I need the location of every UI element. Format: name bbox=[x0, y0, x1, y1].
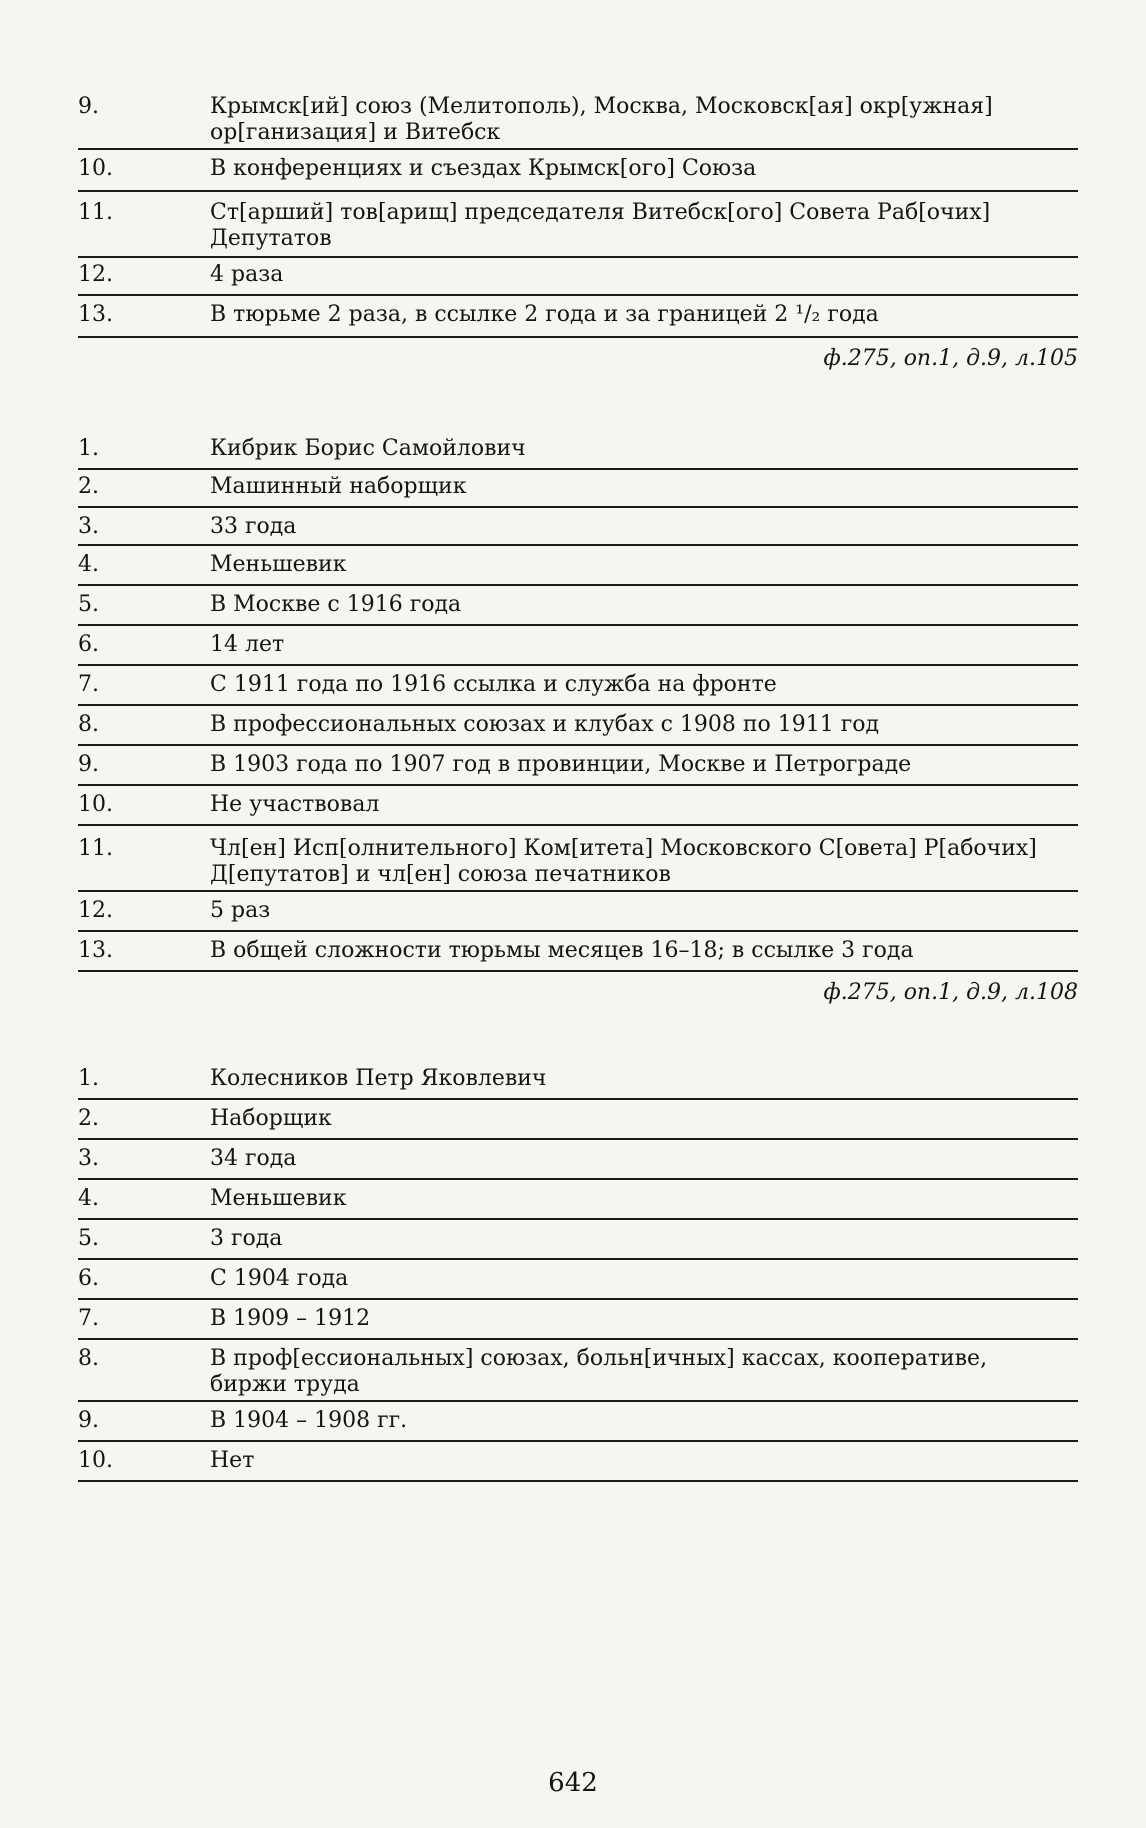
row-text: Крымск[ий] союз (Мелитополь), Москва, Московск[ая] окр[ужная] ор[ганизация] и Витебск bbox=[210, 94, 993, 145]
table-row bbox=[78, 470, 1078, 508]
row-number: 13. bbox=[78, 938, 113, 963]
table-row bbox=[78, 746, 1078, 786]
row-text: Чл[ен] Исп[олнительного] Ком[итета] Московского С[овета] Р[абочих] Д[епутатов] и чл[ен] союза печатников bbox=[210, 836, 1037, 887]
table-row bbox=[78, 786, 1078, 826]
row-number: 5. bbox=[78, 592, 99, 617]
row-number: 8. bbox=[78, 1346, 99, 1371]
row-number: 3. bbox=[78, 1146, 99, 1171]
table-row bbox=[78, 1180, 1078, 1220]
table-row bbox=[78, 296, 1078, 338]
table-row bbox=[78, 706, 1078, 746]
table-row bbox=[78, 150, 1078, 192]
row-text: С 1911 года по 1916 ссылка и служба на фронте bbox=[210, 672, 777, 697]
table-row bbox=[78, 826, 1078, 892]
row-number: 10. bbox=[78, 792, 113, 817]
table-row bbox=[78, 432, 1078, 470]
table-row bbox=[78, 626, 1078, 666]
table-row bbox=[78, 546, 1078, 586]
table-row bbox=[78, 586, 1078, 626]
row-number: 11. bbox=[78, 836, 113, 861]
row-number: 10. bbox=[78, 156, 113, 181]
row-text: В конференциях и съездах Крымск[ого] Союза bbox=[210, 156, 757, 181]
page-number: 642 bbox=[548, 1768, 598, 1798]
row-number: 13. bbox=[78, 302, 113, 327]
row-number: 1. bbox=[78, 1066, 99, 1091]
row-text: 34 года bbox=[210, 1146, 297, 1171]
archive-reference: ф.275, оп.1, д.9, л.105 bbox=[823, 346, 1078, 371]
row-number: 9. bbox=[78, 94, 99, 119]
table-row bbox=[78, 258, 1078, 296]
row-number: 3. bbox=[78, 514, 99, 539]
row-text: 4 раза bbox=[210, 262, 284, 287]
row-number: 4. bbox=[78, 552, 99, 577]
row-text: С 1904 года bbox=[210, 1266, 349, 1291]
row-text: Не участвовал bbox=[210, 792, 380, 817]
row-text: 3 года bbox=[210, 1226, 283, 1251]
row-number: 2. bbox=[78, 474, 99, 499]
row-text: В Москве с 1916 года bbox=[210, 592, 462, 617]
table-row bbox=[78, 1300, 1078, 1340]
table-row bbox=[78, 192, 1078, 258]
row-number: 10. bbox=[78, 1448, 113, 1473]
table-row bbox=[78, 508, 1078, 546]
row-text: Машинный наборщик bbox=[210, 474, 467, 499]
row-number: 11. bbox=[78, 200, 113, 225]
row-number: 7. bbox=[78, 1306, 99, 1331]
table-row bbox=[78, 92, 1078, 150]
table-row bbox=[78, 1220, 1078, 1260]
row-number: 12. bbox=[78, 898, 113, 923]
row-text: В тюрьме 2 раза, в ссылке 2 года и за границей 2 ¹/₂ года bbox=[210, 302, 879, 327]
row-text: 5 раз bbox=[210, 898, 271, 923]
row-text: В 1909 – 1912 bbox=[210, 1306, 371, 1331]
row-text: Колесников Петр Яковлевич bbox=[210, 1066, 547, 1091]
row-text: 33 года bbox=[210, 514, 297, 539]
table-row bbox=[78, 666, 1078, 706]
row-text: В проф[ессиональных] союзах, больн[ичных] кассах, кооперативе, биржи труда bbox=[210, 1346, 988, 1397]
table-row bbox=[78, 1260, 1078, 1300]
row-number: 1. bbox=[78, 436, 99, 461]
table-row bbox=[78, 1060, 1078, 1100]
row-number: 9. bbox=[78, 752, 99, 777]
row-number: 5. bbox=[78, 1226, 99, 1251]
row-number: 6. bbox=[78, 1266, 99, 1291]
row-text: Ст[арший] тов[арищ] председателя Витебск[ого] Совета Раб[очих] Депутатов bbox=[210, 200, 991, 251]
row-number: 8. bbox=[78, 712, 99, 737]
row-text: Кибрик Борис Самойлович bbox=[210, 436, 526, 461]
row-number: 6. bbox=[78, 632, 99, 657]
row-number: 2. bbox=[78, 1106, 99, 1131]
row-number: 7. bbox=[78, 672, 99, 697]
row-text: В 1903 года по 1907 год в провинции, Москве и Петрограде bbox=[210, 752, 912, 777]
row-number: 4. bbox=[78, 1186, 99, 1211]
row-text: В общей сложности тюрьмы месяцев 16–18; в ссылке 3 года bbox=[210, 938, 914, 963]
row-number: 9. bbox=[78, 1408, 99, 1433]
row-number: 12. bbox=[78, 262, 113, 287]
archive-reference: ф.275, оп.1, д.9, л.108 bbox=[823, 980, 1078, 1005]
row-text: Нет bbox=[210, 1448, 255, 1473]
table-row bbox=[78, 1100, 1078, 1140]
table-row bbox=[78, 1140, 1078, 1180]
row-text: Меньшевик bbox=[210, 1186, 347, 1211]
row-text: 14 лет bbox=[210, 632, 285, 657]
table-row bbox=[78, 892, 1078, 932]
table-row bbox=[78, 1442, 1078, 1482]
table-row bbox=[78, 1402, 1078, 1442]
row-text: Наборщик bbox=[210, 1106, 332, 1131]
row-text: Меньшевик bbox=[210, 552, 347, 577]
table-row bbox=[78, 932, 1078, 972]
row-text: В 1904 – 1908 гг. bbox=[210, 1408, 408, 1433]
table-row bbox=[78, 1340, 1078, 1402]
row-text: В профессиональных союзах и клубах с 1908 по 1911 год bbox=[210, 712, 880, 737]
